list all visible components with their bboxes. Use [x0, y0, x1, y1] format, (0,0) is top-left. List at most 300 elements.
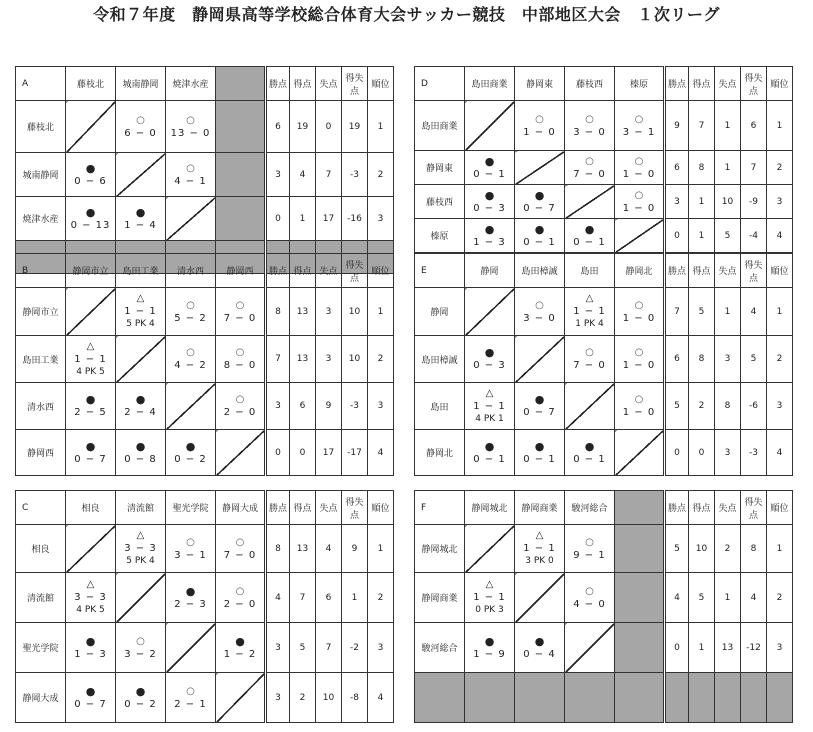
- header-row: [16, 67, 394, 101]
- match-score: 2 − 0: [223, 598, 257, 610]
- stat-header: 得失点: [342, 254, 368, 288]
- stat-value: 3: [767, 623, 793, 673]
- self-match-cell: [166, 197, 216, 241]
- stat-value: 0: [266, 430, 290, 476]
- stat-value: 1: [342, 573, 368, 623]
- team-header: 聖光学院: [166, 491, 216, 525]
- stat-value: 0: [665, 623, 689, 673]
- self-match-cell: [66, 101, 116, 153]
- result-cell: [116, 673, 166, 723]
- self-match-cell: [615, 219, 665, 253]
- win-mark: ○: [634, 347, 644, 358]
- pk-score: 4 PK 5: [76, 605, 105, 615]
- team-name: 駿河総合: [415, 623, 465, 673]
- result-cell: [515, 525, 565, 573]
- stat-value: 7: [290, 573, 316, 623]
- win-mark: ○: [535, 113, 544, 125]
- match-score: 0 − 7: [74, 698, 107, 710]
- match-score: 0 − 4: [523, 648, 556, 660]
- match-score: 1 − 0: [523, 126, 556, 138]
- result-content: [116, 635, 165, 661]
- stat-value: 1: [715, 288, 741, 336]
- loss-mark: ●: [85, 393, 96, 406]
- match-score: 2 − 3: [174, 598, 207, 610]
- team-name: 島田工業: [16, 336, 66, 383]
- win-mark: ○: [634, 155, 644, 167]
- stat-value: 3: [715, 336, 741, 383]
- result-content: [166, 536, 215, 562]
- stat-value: 17: [316, 430, 342, 476]
- result-cell: [465, 430, 515, 476]
- team-name: 相良: [16, 525, 66, 573]
- result-cell: [615, 383, 665, 430]
- team-header: 静岡大成: [216, 491, 266, 525]
- team-row: [415, 336, 793, 383]
- stat-value: 3: [715, 430, 741, 476]
- header-row: [16, 254, 394, 288]
- match-score: 0 − 1: [573, 236, 606, 248]
- match-score: 7 − 0: [223, 312, 257, 324]
- loss-mark: ●: [135, 205, 146, 219]
- team-row: [415, 383, 793, 430]
- result-cell: [465, 219, 515, 253]
- team-header: 島田工業: [116, 254, 166, 288]
- stat-value: 2: [368, 153, 394, 197]
- self-match-cell: [515, 336, 565, 383]
- result-cell: [116, 288, 166, 336]
- stat-value: 19: [342, 101, 368, 153]
- stat-value: 7: [665, 288, 689, 336]
- stat-value: 10: [316, 673, 342, 723]
- stat-value: 13: [290, 525, 316, 573]
- empty-slot: [565, 673, 615, 723]
- team-row: [415, 573, 793, 623]
- header-row: [415, 254, 793, 288]
- team-header: 相良: [66, 491, 116, 525]
- result-cell: [66, 153, 116, 197]
- match-score: 6 − 0: [124, 127, 157, 139]
- match-score: 4 − 2: [174, 360, 207, 371]
- stat-value: 0: [290, 430, 316, 476]
- result-content: [615, 113, 663, 139]
- team-name: 静岡北: [415, 430, 465, 476]
- result-content: [615, 299, 663, 325]
- stat-value: 1: [767, 101, 793, 151]
- pk-score: 5 PK 4: [126, 556, 155, 566]
- pk-score: 4 PK 1: [475, 413, 504, 424]
- stat-value: 6: [290, 383, 316, 430]
- team-name: 静岡: [415, 288, 465, 336]
- loss-mark: ●: [584, 439, 595, 453]
- empty-slot: [715, 673, 741, 723]
- result-cell: [515, 430, 565, 476]
- self-match-cell: [116, 336, 166, 383]
- result-content: [615, 155, 663, 181]
- stat-value: 13: [290, 336, 316, 383]
- result-cell: [216, 383, 266, 430]
- result-cell: [515, 219, 565, 253]
- stat-header: 勝点: [665, 67, 689, 101]
- stat-value: -4: [741, 219, 767, 253]
- result-content: [515, 529, 564, 568]
- result-content: [615, 189, 663, 215]
- result-content: [565, 223, 614, 249]
- team-row: [16, 101, 394, 153]
- team-header: 島田: [565, 254, 615, 288]
- group-letter: F: [415, 491, 465, 525]
- result-content: [216, 536, 264, 562]
- stat-value: 1: [368, 288, 394, 336]
- stat-value: 10: [689, 525, 715, 573]
- stat-value: 8: [715, 383, 741, 430]
- stat-value: 1: [368, 525, 394, 573]
- match-score: 1 − 1: [523, 543, 556, 554]
- team-header: 静岡商業: [515, 491, 565, 525]
- result-content: [116, 440, 165, 466]
- loss-mark: ●: [85, 634, 96, 648]
- result-cell: [615, 288, 665, 336]
- result-cell: [166, 336, 216, 383]
- win-mark: ○: [235, 536, 245, 548]
- match-score: 1 − 1: [124, 306, 157, 317]
- empty-slot: [216, 153, 266, 197]
- result-content: [465, 387, 514, 426]
- stat-value: 5: [741, 336, 767, 383]
- match-score: 1 − 1: [74, 353, 107, 365]
- loss-mark: ●: [534, 634, 545, 648]
- stat-value: -8: [342, 673, 368, 723]
- stat-header: 得点: [689, 491, 715, 525]
- stat-value: 3: [316, 288, 342, 336]
- stat-value: -3: [342, 383, 368, 430]
- stat-value: 4: [316, 525, 342, 573]
- result-cell: [615, 101, 665, 151]
- stat-value: -3: [342, 153, 368, 197]
- result-cell: [515, 101, 565, 151]
- team-header: 島田商業: [465, 67, 515, 101]
- loss-mark: ●: [534, 222, 545, 236]
- result-cell: [66, 197, 116, 241]
- team-row: [415, 219, 793, 253]
- team-name: 島田樟誠: [415, 336, 465, 383]
- stat-value: -6: [741, 383, 767, 430]
- win-mark: ○: [186, 114, 195, 126]
- team-name: 島田商業: [415, 101, 465, 151]
- result-content: [66, 685, 115, 711]
- stat-value: 5: [689, 288, 715, 336]
- result-content: [66, 206, 115, 232]
- result-cell: [216, 623, 266, 673]
- win-mark: ○: [186, 162, 195, 174]
- result-content: [515, 113, 564, 139]
- team-row: [16, 288, 394, 336]
- match-score: 2 − 0: [223, 407, 257, 418]
- team-row: [415, 623, 793, 673]
- self-match-cell: [565, 185, 615, 219]
- stat-value: 3: [368, 197, 394, 241]
- match-score: 5 − 2: [174, 312, 207, 324]
- stat-value: 3: [665, 185, 689, 219]
- result-content: [116, 114, 165, 140]
- self-match-cell: [116, 573, 166, 623]
- stat-value: 1: [715, 101, 741, 151]
- stat-header: 失点: [316, 491, 342, 525]
- result-cell: [116, 525, 166, 573]
- result-content: [515, 440, 564, 466]
- loss-mark: ●: [185, 584, 196, 598]
- result-content: [465, 155, 514, 181]
- result-content: [216, 585, 264, 611]
- result-content: [565, 536, 614, 562]
- result-content: [116, 685, 165, 711]
- result-cell: [216, 288, 266, 336]
- stat-header: 失点: [715, 67, 741, 101]
- stat-value: 4: [665, 573, 689, 623]
- loss-mark: ●: [185, 439, 196, 453]
- result-content: [515, 223, 564, 249]
- stat-value: 4: [767, 430, 793, 476]
- team-name: 静岡東: [415, 151, 465, 185]
- stat-value: 2: [290, 673, 316, 723]
- team-header: 静岡城北: [465, 491, 515, 525]
- win-mark: ○: [235, 299, 245, 311]
- stat-header: 得失点: [741, 254, 767, 288]
- stat-value: -12: [741, 623, 767, 673]
- win-mark: ○: [136, 635, 145, 647]
- stat-value: -2: [342, 623, 368, 673]
- match-score: 2 − 5: [74, 407, 107, 418]
- pk-score: 3 PK 0: [525, 556, 554, 566]
- match-score: 0 − 1: [473, 168, 506, 180]
- group-table-f: [414, 490, 793, 723]
- win-mark: ○: [235, 585, 245, 597]
- stat-header: 得点: [290, 67, 316, 101]
- empty-slot: [615, 673, 665, 723]
- match-score: 3 − 0: [523, 312, 556, 324]
- stat-value: 3: [767, 383, 793, 430]
- result-content: [216, 299, 264, 325]
- self-match-cell: [565, 623, 615, 673]
- stat-value: 7: [316, 153, 342, 197]
- team-name: 城南静岡: [16, 153, 66, 197]
- team-row: [415, 525, 793, 573]
- stat-value: 1: [715, 573, 741, 623]
- stat-value: 9: [342, 525, 368, 573]
- self-match-cell: [166, 383, 216, 430]
- stat-value: 1: [689, 185, 715, 219]
- stat-value: 0: [266, 197, 290, 241]
- match-score: 0 − 7: [523, 202, 556, 214]
- match-score: 0 − 1: [573, 453, 606, 465]
- stat-header: 勝点: [665, 491, 689, 525]
- team-header: 清流館: [116, 491, 166, 525]
- loss-mark: ●: [85, 684, 96, 698]
- stat-header: 得点: [689, 67, 715, 101]
- result-cell: [166, 430, 216, 476]
- result-content: [166, 440, 215, 466]
- loss-mark: ●: [85, 439, 96, 453]
- team-header: 榛原: [615, 67, 665, 101]
- match-score: 7 − 0: [573, 360, 606, 371]
- team-header: 静岡: [465, 254, 515, 288]
- result-content: [565, 155, 614, 181]
- match-score: 1 − 2: [223, 648, 257, 660]
- stat-value: 2: [767, 573, 793, 623]
- stat-value: 5: [689, 573, 715, 623]
- result-cell: [515, 185, 565, 219]
- stat-value: 10: [342, 288, 368, 336]
- self-match-cell: [116, 153, 166, 197]
- result-cell: [166, 288, 216, 336]
- self-match-cell: [216, 430, 266, 476]
- match-score: 1 − 4: [124, 219, 157, 231]
- team-name: 藤枝西: [415, 185, 465, 219]
- match-score: 0 − 1: [523, 236, 556, 248]
- team-row: [415, 101, 793, 151]
- match-score: 0 − 2: [174, 453, 207, 465]
- result-content: [565, 346, 614, 372]
- loss-mark: ●: [534, 188, 545, 202]
- team-row: [16, 525, 394, 573]
- match-score: 1 − 0: [622, 168, 656, 180]
- stat-value: 6: [665, 336, 689, 383]
- result-cell: [515, 623, 565, 673]
- result-cell: [465, 573, 515, 623]
- stat-value: 8: [741, 525, 767, 573]
- match-score: 3 − 3: [124, 543, 157, 554]
- empty-slot: [615, 525, 665, 573]
- stat-value: -9: [741, 185, 767, 219]
- stat-header: 順位: [767, 491, 793, 525]
- stat-header: 勝点: [266, 254, 290, 288]
- team-header: 藤枝北: [66, 67, 116, 101]
- match-score: 0 − 2: [124, 698, 157, 710]
- draw-mark: △: [485, 579, 494, 590]
- win-mark: ○: [535, 299, 544, 311]
- stat-value: 13: [290, 288, 316, 336]
- stat-value: 1: [689, 623, 715, 673]
- match-score: 3 − 1: [174, 549, 207, 561]
- stat-value: 1: [715, 151, 741, 185]
- result-cell: [565, 151, 615, 185]
- result-cell: [465, 185, 515, 219]
- group-letter: C: [16, 491, 66, 525]
- stat-value: 2: [767, 336, 793, 383]
- match-score: 1 − 9: [473, 648, 506, 660]
- self-match-cell: [465, 101, 515, 151]
- stat-value: 1: [290, 197, 316, 241]
- team-row: [415, 673, 793, 723]
- stat-header: 失点: [316, 67, 342, 101]
- stat-value: 3: [266, 673, 290, 723]
- result-content: [515, 635, 564, 661]
- loss-mark: ●: [135, 393, 146, 406]
- match-score: 3 − 1: [622, 126, 656, 138]
- match-score: 1 − 1: [573, 306, 606, 317]
- match-score: 1 − 0: [622, 202, 656, 214]
- stat-value: 9: [316, 383, 342, 430]
- result-cell: [465, 383, 515, 430]
- team-name: 静岡大成: [16, 673, 66, 723]
- stat-value: 19: [290, 101, 316, 153]
- stat-header: 勝点: [266, 67, 290, 101]
- result-content: [615, 393, 663, 419]
- result-cell: [116, 197, 166, 241]
- stat-value: 5: [665, 525, 689, 573]
- stat-value: 6: [266, 101, 290, 153]
- team-name: 榛原: [415, 219, 465, 253]
- match-score: 3 − 0: [573, 126, 606, 138]
- empty-slot: [216, 101, 266, 153]
- stat-header: 順位: [767, 67, 793, 101]
- stat-value: 2: [715, 525, 741, 573]
- match-score: 0 − 1: [523, 453, 556, 465]
- stat-header: 得点: [689, 254, 715, 288]
- loss-mark: ●: [484, 439, 495, 453]
- team-name: 静岡城北: [415, 525, 465, 573]
- draw-mark: △: [86, 340, 95, 352]
- stat-value: 1: [767, 288, 793, 336]
- team-name: 静岡市立: [16, 288, 66, 336]
- result-content: [166, 685, 215, 711]
- draw-mark: △: [136, 293, 145, 304]
- draw-mark: △: [86, 579, 95, 590]
- group-letter: D: [415, 67, 465, 101]
- result-cell: [66, 573, 116, 623]
- match-score: 0 − 1: [473, 453, 506, 465]
- match-score: 1 − 0: [622, 360, 656, 371]
- result-content: [66, 578, 115, 617]
- team-name: 清流館: [16, 573, 66, 623]
- result-content: [116, 292, 165, 331]
- team-row: [16, 623, 394, 673]
- win-mark: ○: [186, 299, 195, 311]
- result-content: [166, 299, 215, 325]
- team-name: 清水西: [16, 383, 66, 430]
- match-score: 1 − 3: [74, 648, 107, 660]
- self-match-cell: [565, 383, 615, 430]
- empty-slot: [665, 673, 689, 723]
- group-table-d: [414, 66, 793, 253]
- result-content: [216, 346, 264, 372]
- stat-value: 2: [368, 573, 394, 623]
- result-cell: [515, 383, 565, 430]
- match-score: 3 − 2: [124, 648, 157, 660]
- stat-value: 7: [266, 336, 290, 383]
- pk-score: 5 PK 4: [126, 319, 155, 329]
- match-score: 0 − 7: [74, 453, 107, 465]
- self-match-cell: [166, 623, 216, 673]
- team-name: 聖光学院: [16, 623, 66, 673]
- loss-mark: ●: [135, 439, 146, 453]
- win-mark: ○: [634, 113, 644, 125]
- result-content: [116, 529, 165, 568]
- stat-value: 6: [665, 151, 689, 185]
- team-name: 静岡西: [16, 430, 66, 476]
- self-match-cell: [216, 673, 266, 723]
- stat-header: 勝点: [665, 254, 689, 288]
- win-mark: ○: [186, 685, 195, 697]
- win-mark: ○: [585, 536, 594, 548]
- stat-value: 2: [767, 151, 793, 185]
- empty-slot: [216, 197, 266, 241]
- match-score: 0 − 6: [74, 175, 107, 187]
- stat-header: 失点: [316, 254, 342, 288]
- team-row: [16, 197, 394, 241]
- stat-value: 4: [368, 430, 394, 476]
- result-content: [465, 189, 514, 215]
- result-cell: [166, 101, 216, 153]
